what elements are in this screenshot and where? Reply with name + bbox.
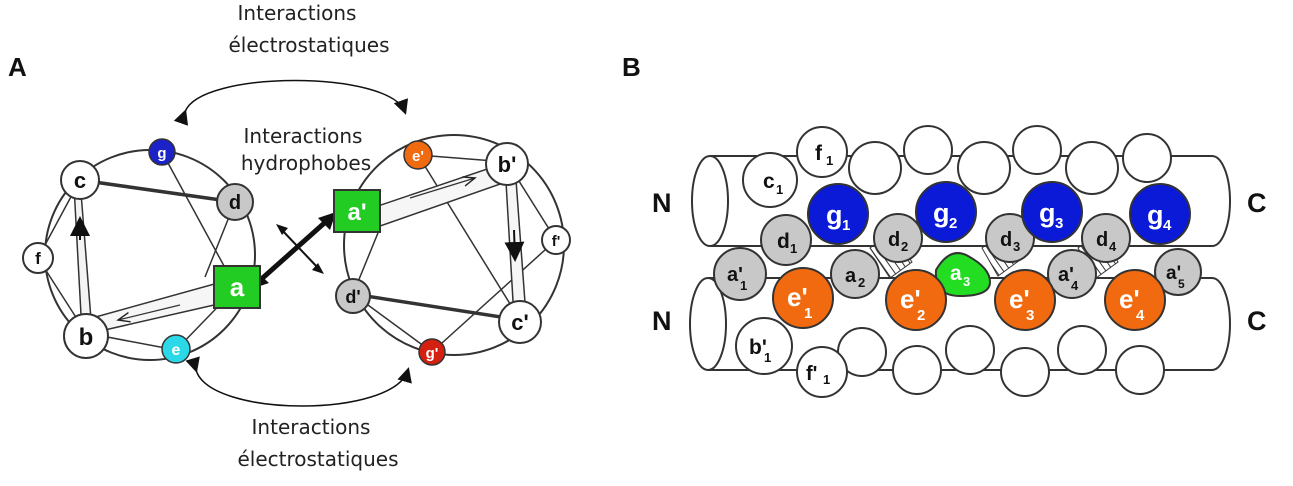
residue-d4 [1082, 214, 1130, 262]
c-terminus-bottom: C [1247, 306, 1267, 336]
residue-e2-prime [886, 270, 946, 330]
svg-text:d: d [1096, 229, 1109, 251]
svg-text:e': e' [787, 282, 808, 312]
svg-text:e': e' [1119, 284, 1140, 314]
svg-text:c: c [763, 170, 775, 193]
svg-text:3: 3 [1013, 239, 1021, 254]
svg-text:e': e' [412, 148, 424, 165]
svg-text:3: 3 [1055, 215, 1064, 232]
svg-text:3: 3 [1026, 307, 1035, 324]
bottom-caption-line1: Interactions [251, 415, 371, 439]
svg-text:5: 5 [1178, 277, 1185, 291]
svg-text:3: 3 [963, 274, 971, 289]
residue-f1 [797, 127, 847, 177]
svg-text:g: g [933, 198, 950, 228]
residue-a4-prime [1048, 250, 1096, 298]
svg-text:4: 4 [1136, 307, 1145, 324]
svg-text:2: 2 [917, 307, 926, 324]
residue-g2 [916, 182, 976, 242]
svg-text:2: 2 [901, 239, 909, 254]
left-helical-wheel [23, 139, 260, 363]
svg-text:a: a [950, 262, 962, 285]
svg-text:g': g' [425, 345, 439, 362]
svg-text:g: g [1147, 200, 1164, 230]
top-caption-line1: Interactions [237, 1, 357, 25]
svg-text:1: 1 [826, 153, 834, 168]
svg-text:f: f [815, 142, 822, 165]
svg-text:1: 1 [790, 241, 798, 256]
svg-text:b': b' [497, 152, 517, 177]
residue-e1-prime [773, 268, 833, 328]
svg-text:1: 1 [776, 182, 784, 197]
svg-text:c': c' [511, 310, 529, 335]
svg-text:a: a [845, 265, 857, 287]
top-electrostatic-arrow [185, 81, 405, 113]
svg-text:1: 1 [764, 350, 772, 365]
panel-b [622, 52, 1267, 397]
svg-text:f': f' [806, 363, 818, 385]
svg-text:1: 1 [823, 372, 831, 387]
c-terminus-top: C [1247, 188, 1267, 218]
svg-text:f: f [35, 249, 41, 268]
panel-a-label: A [8, 52, 27, 82]
svg-text:a': a' [1166, 263, 1182, 284]
panel-b-label: B [622, 52, 641, 82]
hydrophobic-arrows [251, 212, 336, 289]
residue-d2 [874, 214, 922, 262]
residue-c1 [743, 153, 797, 207]
svg-text:g: g [157, 145, 167, 162]
residue-g1 [808, 184, 868, 244]
svg-text:4: 4 [1163, 217, 1172, 234]
middle-caption-line2: hydrophobes [240, 151, 372, 175]
residue-e3-prime [995, 270, 1055, 330]
svg-text:d: d [888, 229, 901, 251]
svg-text:a': a' [1058, 264, 1074, 286]
residue-f1-prime [797, 347, 847, 397]
svg-text:f': f' [551, 233, 561, 250]
panel-a [8, 1, 570, 471]
svg-text:b': b' [749, 336, 767, 359]
n-terminus-bottom: N [652, 306, 672, 336]
residue-e4-prime [1105, 270, 1165, 330]
svg-text:g: g [1039, 198, 1056, 228]
svg-text:e': e' [1009, 284, 1030, 314]
svg-text:2: 2 [858, 275, 866, 290]
svg-text:a': a' [347, 199, 367, 226]
bottom-electrostatic-arrow [196, 370, 408, 406]
svg-text:1: 1 [804, 305, 813, 322]
residue-a1-prime [714, 248, 766, 300]
svg-text:d: d [228, 192, 242, 214]
svg-text:d': d' [345, 287, 361, 307]
top-caption-line2: électrostatiques [228, 33, 390, 57]
svg-text:e: e [171, 342, 181, 359]
residue-b1-prime [736, 318, 792, 374]
svg-text:c: c [73, 168, 87, 193]
svg-text:b: b [78, 324, 94, 351]
svg-text:a: a [229, 272, 245, 302]
svg-text:4: 4 [1071, 278, 1079, 293]
residue-a2 [831, 250, 879, 298]
n-terminus-top: N [652, 188, 672, 218]
svg-text:g: g [826, 200, 843, 230]
bottom-caption-line2: électrostatiques [237, 447, 399, 471]
residue-g3 [1022, 182, 1082, 242]
svg-text:d: d [1000, 229, 1013, 251]
svg-text:a': a' [727, 264, 743, 286]
residue-g4 [1130, 184, 1190, 244]
svg-text:1: 1 [842, 217, 851, 234]
svg-text:1: 1 [740, 278, 748, 293]
middle-caption-line1: Interactions [243, 124, 363, 148]
svg-text:4: 4 [1109, 239, 1117, 254]
svg-text:2: 2 [949, 215, 958, 232]
residue-d1 [761, 215, 811, 265]
svg-text:d: d [777, 230, 790, 253]
svg-text:e': e' [900, 284, 921, 314]
